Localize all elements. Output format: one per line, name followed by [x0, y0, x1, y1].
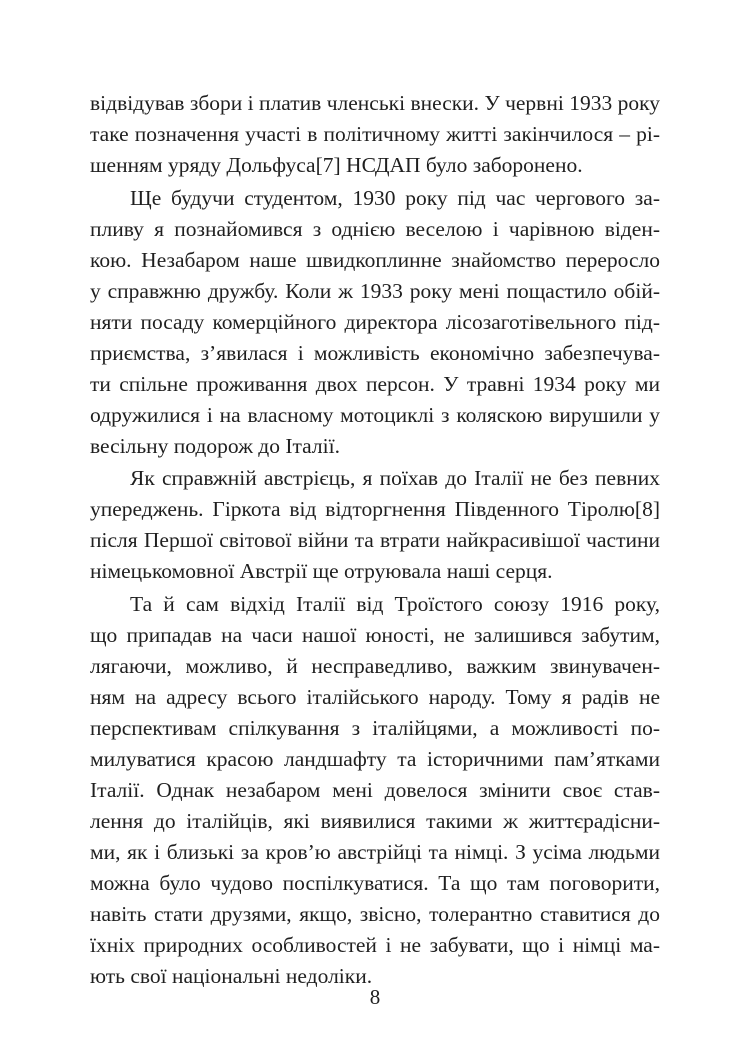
- text-line: кою. Незабаром наше швидкоплинне знайомство переросло: [90, 248, 660, 272]
- text-line: лягаючи, можливо, й несправедливо, важким звинувачен-: [90, 654, 660, 678]
- text-line: їхніх природних особливостей і не забувати, що і німці ма-: [90, 933, 660, 957]
- text-line: у справжню дружбу. Коли ж 1933 року мені пощастило обій-: [90, 279, 660, 303]
- text-line: пливу я познайомився з однією веселою і чарівною віден-: [90, 217, 660, 241]
- text-line: милуватися красою ландшафту та історичними пам’ятками: [90, 747, 660, 771]
- paragraph-4: [90, 589, 660, 992]
- text-line: ням на адресу всього італійського народу. Тому я радів не: [90, 685, 660, 709]
- text-line: упереджень. Гіркота від відторгнення Південного Тіролю[8]: [90, 497, 660, 521]
- text-line: ють свої національні недоліки.: [90, 964, 373, 988]
- text-line: Ще будучи студентом, 1930 року під час чергового за-: [130, 186, 660, 210]
- paragraph-2: [90, 183, 660, 462]
- text-line: Та й сам відхід Італії від Троїстого союзу 1916 року,: [130, 592, 660, 616]
- text-line: можна було чудово поспілкуватися. Та що там поговорити,: [90, 871, 660, 895]
- text-line: після Першої світової війни та втрати найкрасивішої частини: [90, 528, 660, 552]
- text-line: відвідував збори і платив членські внески. У червні 1933 року: [90, 91, 660, 115]
- text-line: приємства, з’явилася і можливість економічно забезпечува-: [90, 341, 660, 365]
- body-text: [90, 0, 660, 1061]
- text-line: німецькомовної Австрії ще отруювала наші серця.: [90, 559, 553, 583]
- text-line: ти спільне проживання двох персон. У травні 1934 року ми: [90, 372, 660, 396]
- text-line: Як справжній австрієць, я поїхав до Італії не без певних: [130, 466, 660, 490]
- text-line: навіть стати друзями, якщо, звісно, толерантно ставитися до: [90, 902, 660, 926]
- text-line: весільну подорож до Італії.: [90, 434, 340, 458]
- text-line: шенням уряду Дольфуса[7] НСДАП було заборонено.: [90, 153, 583, 177]
- text-line: ми, як і близькі за кров’ю австрійці та німці. З усіма людьми: [90, 840, 660, 864]
- text-line: одружилися і на власному мотоциклі з коляскою вирушили у: [90, 403, 660, 427]
- text-line: Італії. Однак незабаром мені довелося змінити своє став-: [90, 778, 660, 802]
- page-number: 8: [369, 985, 381, 1009]
- text-line: няти посаду комерційного директора лісозаготівельного під-: [90, 310, 660, 334]
- text-line: перспективам спілкування з італійцями, а можливості по-: [90, 716, 660, 740]
- text-line: лення до італійців, які виявилися такими ж життєрадісни-: [90, 809, 660, 833]
- text-line: таке позначення участі в політичному житті закінчилося – рі-: [90, 122, 660, 146]
- text-line: що припадав на часи нашої юності, не залишився забутим,: [90, 623, 660, 647]
- paragraph-3: [90, 463, 660, 587]
- paragraph-1: [90, 88, 660, 181]
